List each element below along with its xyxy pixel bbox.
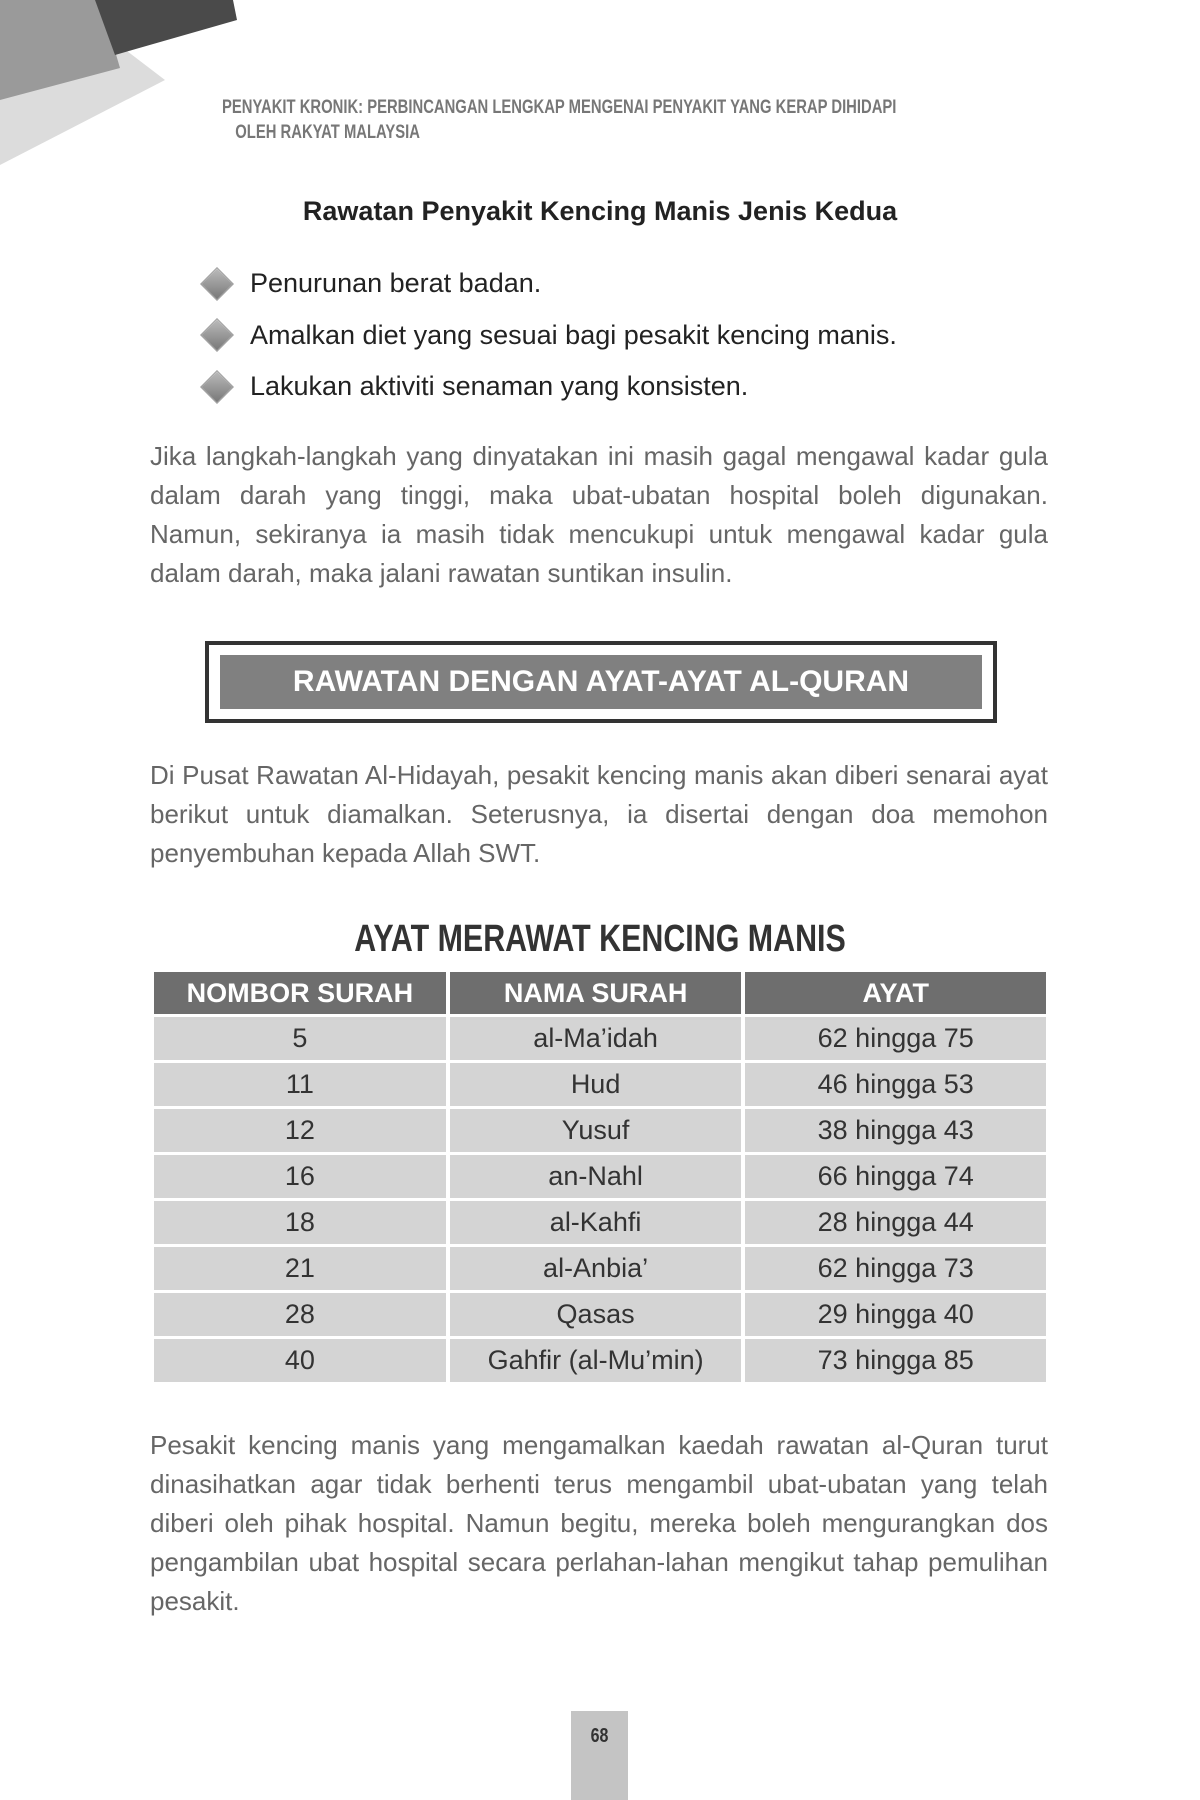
- sub-heading: Rawatan Penyakit Kencing Manis Jenis Kedua: [302, 196, 898, 226]
- table-row: [154, 1247, 1046, 1290]
- table-row: [154, 1155, 1046, 1198]
- page-number-tab: [571, 1711, 628, 1800]
- cell-nama-surah: Gahfir (al-Mu’min): [450, 1339, 742, 1382]
- paragraph-3: Pesakit kencing manis yang mengamalkan kaedah rawatan al-Quran turut dinasihatkan agar tidak berhenti terus mengambil ubat-ubatan yang telah diberi oleh pihak hospital. Namun begitu, mereka boleh mengurangkan dos pengambilan ubat hospital secara perlahan-lahan mengikut tahap pemulihan pesakit.: [150, 1430, 1048, 1616]
- cell-ayat: 73 hingga 85: [745, 1339, 1046, 1382]
- cell-nama-surah: Yusuf: [450, 1109, 742, 1152]
- cell-nombor-surah: 28: [154, 1293, 446, 1336]
- cell-ayat: 29 hingga 40: [745, 1293, 1046, 1336]
- bullet-text: Penurunan berat badan.: [250, 268, 542, 299]
- cell-nombor-surah: 16: [154, 1155, 446, 1198]
- table-row: [154, 1063, 1046, 1106]
- section-title-box: [205, 641, 997, 723]
- running-header: [222, 95, 896, 145]
- header-nama-surah: NAMA SURAH: [450, 972, 742, 1014]
- corner-decoration: [0, 0, 260, 170]
- cell-nama-surah: Hud: [450, 1063, 742, 1106]
- cell-ayat: 62 hingga 73: [745, 1247, 1046, 1290]
- cell-ayat: 38 hingga 43: [745, 1109, 1046, 1152]
- surah-table: [150, 969, 1050, 1385]
- cell-ayat: 62 hingga 75: [745, 1017, 1046, 1060]
- bullet-item: [200, 258, 897, 310]
- cell-nama-surah: al-Ma’idah: [450, 1017, 742, 1060]
- bullet-text: Amalkan diet yang sesuai bagi pesakit kencing manis.: [250, 319, 897, 350]
- cell-nama-surah: Qasas: [450, 1293, 742, 1336]
- cell-ayat: 46 hingga 53: [745, 1063, 1046, 1106]
- cell-nama-surah: al-Kahfi: [450, 1201, 742, 1244]
- bullet-item: [200, 361, 897, 413]
- table-row: [154, 1017, 1046, 1060]
- cell-nombor-surah: 11: [154, 1063, 446, 1106]
- running-header-line1: PENYAKIT KRONIK: PERBINCANGAN LENGKAP MENGENAI PENYAKIT YANG KERAP DIHIDAPI: [222, 97, 897, 118]
- table-title: AYAT MERAWAT KENCING MANIS: [354, 918, 846, 960]
- table-row: [154, 1339, 1046, 1382]
- cell-ayat: 28 hingga 44: [745, 1201, 1046, 1244]
- header-nombor-surah: NOMBOR SURAH: [154, 972, 446, 1014]
- diamond-bullet-icon: [201, 371, 232, 402]
- table-row: [154, 1109, 1046, 1152]
- header-ayat: AYAT: [745, 972, 1046, 1014]
- cell-nombor-surah: 40: [154, 1339, 446, 1382]
- paragraph-1: Jika langkah-langkah yang dinyatakan ini masih gagal mengawal kadar gula dalam darah yang tinggi, maka ubat-ubatan hospital boleh digunakan. Namun, sekiranya ia masih tidak mencukupi untuk mengawal kadar gula dalam darah, maka jalani rawatan suntikan insulin.: [150, 441, 1048, 588]
- table-row: [154, 1201, 1046, 1244]
- paragraph-2: Di Pusat Rawatan Al-Hidayah, pesakit kencing manis akan diberi senarai ayat berikut untuk diamalkan. Seterusnya, ia disertai dengan doa memohon penyembuhan kepada Allah SWT.: [150, 760, 1048, 868]
- cell-nombor-surah: 12: [154, 1109, 446, 1152]
- bullet-text: Lakukan aktiviti senaman yang konsisten.: [250, 371, 749, 402]
- running-header-line2: OLEH RAKYAT MALAYSIA: [235, 122, 420, 143]
- cell-nama-surah: an-Nahl: [450, 1155, 742, 1198]
- bullet-item: [200, 310, 897, 362]
- diamond-bullet-icon: [201, 268, 232, 299]
- cell-nama-surah: al-Anbia’: [450, 1247, 742, 1290]
- page-number: 68: [590, 1725, 609, 1747]
- section-title: RAWATAN DENGAN AYAT-AYAT AL-QURAN: [220, 655, 982, 709]
- cell-nombor-surah: 21: [154, 1247, 446, 1290]
- cell-ayat: 66 hingga 74: [745, 1155, 1046, 1198]
- diamond-bullet-icon: [201, 320, 232, 351]
- cell-nombor-surah: 18: [154, 1201, 446, 1244]
- table-row: [154, 1293, 1046, 1336]
- bullet-list: [200, 258, 897, 413]
- cell-nombor-surah: 5: [154, 1017, 446, 1060]
